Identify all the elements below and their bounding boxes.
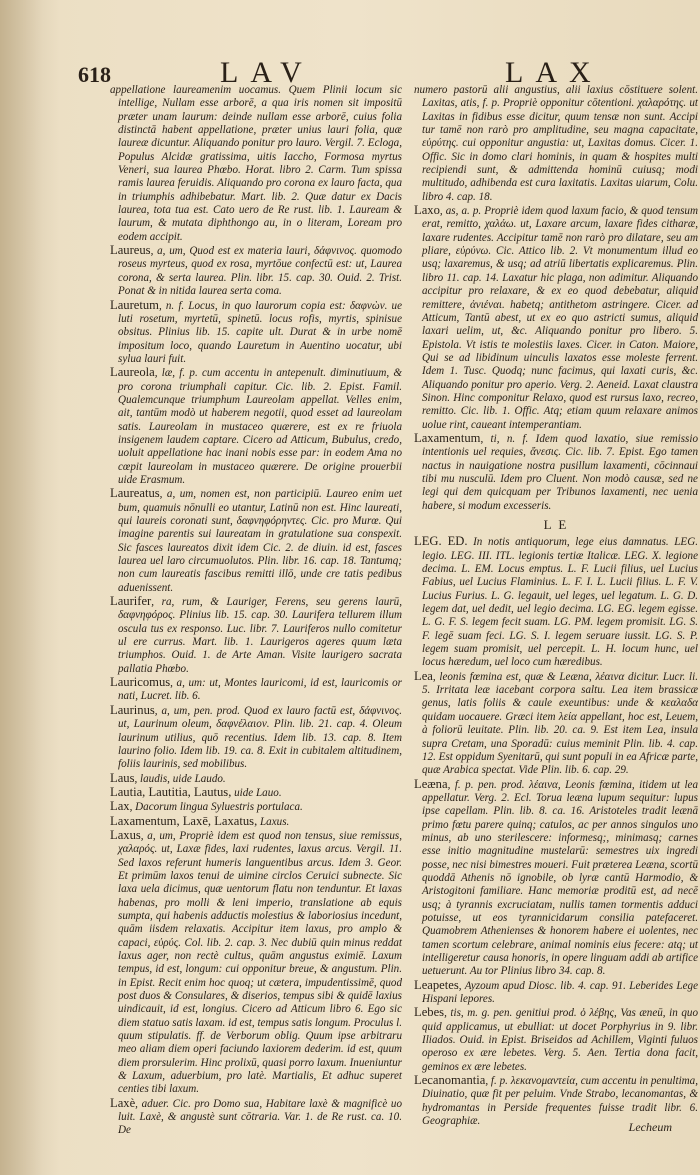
section-heading: L E bbox=[543, 517, 569, 532]
entry-text: , tis, m. g. pen. genitiui prod. ὁ λέβης, Vas æneū, in quo quid applicamus, ut ebulliat: ut docet Porphyrius in 9. libr. Iliados. Ouid. in Epist. Briseidos ad Achillem, Viginti fuluos operoso ex ære lebetes. Verg. 5. Aen. Tertia dona facit, geminos ex ære lebetes. bbox=[422, 1007, 698, 1073]
entry-text: appellatione laureamenim uocamus. Quem Plinii locum sic intellige, Nullam esse arborē, a qua iris nomen sit impositū præter unam laurum: deinde nullam esse arborē, cuius folia distinctā habent appellatione, præter unius lauri folia, quæ laureæ dicuntur. Aliquando ponitur pro lauro. Vergil. 7. Ecloga, Populus Alcidæ gratissima, uitis Iaccho, Formosa myrtus Veneri, sua laurea Phœbo. Horat. libro 2. Carm. Tum spissa ramis laurea feruidis. Aliquando pro corona ex lauro facta, qua in triumphis adhibebatur. Mart. lib. 2. Quæ datur ex Dacis laurea, tota tua est. Cato uero de Re rust. lib. 1. Lauream & laurum, & mutata diphthongo au, in o literam, Loream pro eodem accipit. bbox=[110, 84, 402, 243]
dictionary-entry bbox=[414, 670, 698, 778]
dictionary-entry bbox=[414, 979, 698, 1007]
entry-text: , a, um, Propriè idem est quod non tensus, siue remissus, χαλαρός. ut, Laxæ fides, laxi rudentes, laxus arcus. Vergil. 11. Sed laxos referunt humeris languentibus arcus. Idem 3. Geor. Et primūm laxos tenui de uimine circlos Ceruici subnecte. Sic laxa uela dicimus, quæ uentorum flatu non tenduntur. Et laxas habenas, pro molli & leni imperio, translatione ab equis sumpta, qui habenis adductis molestius & laboriosius incedunt, quām iisdem relaxatis. Accipitur item laxus, pro amplo & capaci, εὐρύς. Col. lib. 2. cap. 3. Nec dubiū quin minus reddat laxus ager, non rectè cultus, quām angustus eximiē. Laxum tempus, id est, longum: cui opponitur breue, & angustum. Plin. in Epist. Recit enim hoc quoq; ut cætera, impudentissimē, quod post duos & Consulares, & diserios, tempus sibi & quidē laxius uindicauit, id est, longius. Cicero ad Atticum libro 6. Ego sic diem statuo satis laxam. id est, tempus satis longum. Proculus l. quum stipulatis. ff. de Verborum oblig. Quum ipse arbitraru meo aliam diem operi faciundo laxiorem dederim. id est, quum diem prorsulerim. Hinc prolixū, quasi porro laxum. Inueniuntur & Laxum, aduerbium, pro latè. Martialis, Et adhuc superet centies tibi laxum. bbox=[118, 829, 402, 1096]
entry-headword: Laxus bbox=[110, 827, 141, 842]
entry-headword: Laureola bbox=[110, 365, 155, 380]
dictionary-entry bbox=[414, 204, 698, 432]
dictionary-entry bbox=[110, 772, 402, 786]
entry-headword: Lauretum bbox=[110, 297, 159, 312]
entry-text: uide Lauo. bbox=[231, 786, 282, 799]
dictionary-entry bbox=[110, 676, 402, 704]
dictionary-entry bbox=[414, 778, 698, 979]
entry-text: , f. p. pen. prod. λέαινα, Leonis fœmina, itidem ut lea appellatur. Verg. 2. Ecl. Torua leæna lupum sequitur: lupus ipse capellam. Plin. lib. 8. ca. 16. Aristoteles tradit leænā primo fœtu parere quinq; catulos, ac per annos singulos uno minus, ab uno sterilescere: informesq;, minimasq; carnes esse initio magnitudine mustelarū: semestres uix ingredi posse, nec nisi bimestres moueri. Fuit præterea Leæna, scortū quoddā Athenis nō ignobile, ob lyræ cantū Harmodio, & Aristogitoni familiare. Hanc memoriæ proditū est, ad necē usq; à tyrannis excruciatam, nullis tamen tormentis adduci potuisse, ut eos tyrannicidarum consilia patefaceret. Quamobrem Athenienses & honorem habere ei uolentes, nec tamen scortum celebrare, animal nominis eius fecere: atq; ut intelligeretur causa honoris, in opere linguam addi ab artifice uetuerunt. Au tor Plinius libro 34. cap. 8. bbox=[422, 778, 698, 978]
dictionary-entry bbox=[110, 800, 402, 814]
entry-headword: Laurifer bbox=[110, 594, 152, 609]
entry-text: , ti, n. f. Idem quod laxatio, siue remissio intentionis uel requies, ἄνεσις. Cic. lib. 7. Epist. Ego tamen nactus in nauigatione nostra pusillum laxamenti, cōcinnaui tibi mu nusculū. Idem pro Cluent. Non modò causæ, sed ne legi qui dem quicquam per Tribunos laxamenti, nec uenia habere, si modum excesseris. bbox=[422, 432, 698, 512]
entry-headword: Laurinus bbox=[110, 702, 155, 717]
entry-headword: Laureatus bbox=[110, 486, 160, 501]
dictionary-entry bbox=[110, 487, 402, 595]
entry-text: , a, um, nomen est, non participiū. Laureo enim uet bum, quamuis nōnulli eo utantur, Latinū non est. Hinc laureati, qui laureis coronati sunt, δαφνηφόρηντες. Cic. pro Murœ. Qui imagine parentis sui laureatam in gratulatione sua conspexit. Sic fasces laureatos dixit idem Cic. 2. de diuin. id est, fasces laurea uel laro circumuolutos. Plin. libr. 16. cap. 18. Tantumq; non cum laureatis fascibus remitti illō, unde cre tatis pedibus aduenissent. bbox=[118, 488, 402, 594]
dictionary-entry bbox=[414, 432, 698, 513]
dictionary-entry bbox=[110, 815, 402, 829]
dictionary-entry bbox=[414, 84, 698, 204]
entry-text: , ra, rum, & Lauriger, Ferens, seu gerens laurū, δαφνηφόρος. Plinius lib. 15. cap. 30. Laurifera tellurem illum oscula tus ex responso. Luc. libr. 7. Lauriferos nullo comitetur ul ere currus. Mart. lib. 1. Laurigeros ageres quum læta triumphos. Ouid. 1. de Arte Aman. Visite laurigero sacrata pallatia Phœbo. bbox=[118, 596, 402, 675]
entry-text: , laudis, uide Laudo. bbox=[134, 772, 226, 785]
catchword: Lecheum bbox=[628, 1120, 672, 1134]
entry-text: Laxus. bbox=[257, 815, 290, 828]
entry-text: , a, um, pen. prod. Quod ex lauro factū est, δάφνινος. ut, Laurinum oleum, δαφνέλαιον. Plin. lib. 21. cap. 4. Oleum laurinum utilius, quō recentius. Idem lib. 13. cap. 8. Item laurino folio. Idem lib. 19. ca. 8. Exit in cubitalem altitudinem, foliis laurinis, sed mobilibus. bbox=[118, 704, 402, 771]
dictionary-entry bbox=[414, 1006, 698, 1074]
entry-text: , læ, f. p. cum accentu in antepenult. diminutiuum, & pro corona triumphali capitur. Cic. lib. 2. Epist. Famil. Qualemcunque triumphum Laureolam appellat. Velles enim, ait, tantūm modò ut haberem negotii, quod esset ad laureolam satis. Laureolam in mustaceo quærere, est ex re friuola insigenem laudem captare. Cicero ad Atticum, Bubulus, credo, uoluit appellatione hac inani nobis esse par: in eodem Ama no cœpit laureolam in mustaceo quærere. De origine prouerbii uide Erasmum. bbox=[118, 367, 402, 486]
running-head-right: LAX bbox=[505, 56, 603, 89]
right-column bbox=[414, 84, 698, 1128]
entry-text: , Ayzoum apud Diosc. lib. 4. cap. 91. Leberides Lege Hispani lepores. bbox=[422, 979, 698, 1006]
entry-text: , f. p. λεκανομαντεία, cum accentu in penultima, Diuinatio, quæ fit per peluim. Vnde Strabo, lecanomantas, & hydromantas in Perside frequentes fuisse tradit libr. 6. Geographiæ. bbox=[422, 1075, 698, 1128]
entry-headword: Laxo bbox=[414, 203, 440, 218]
entry-headword: Lecanomantia bbox=[414, 1073, 486, 1088]
entry-headword: Lautia, Lautitia, Lautus, bbox=[110, 784, 232, 799]
entry-text: , a, um: ut, Montes lauricomi, id est, lauricomis or nati, Lucret. lib. 6. bbox=[118, 677, 402, 703]
dictionary-entry bbox=[414, 535, 698, 669]
entry-text: In notis antiquorum, lege eius damnatus. LEG. legio. LEG. III. ITL. legionis tertiæ Italicæ. LEG. X. legione decima. L. EM. Locus emptus. L. F. Lucii filius, uel Lucius Fabius, uel Lucius Flaminius. L. F. I. L. Lucii filius. L. F. V. Lucius Furius. L. G. legauit, uel leges, uel legatum. L. G. D. legem dat, uel dedit, uel legio decima. LG. EG. legem egisse. L. G. F. S. legem fecit suam. LG. PM. legem promisit. LG. S. F. legē suam feci. LG. S. I. legem seruare iussit. LG. S. P. legem suam promisit, uel percepit. L. H. locum hunc, uel locus hæredum, uel loco cum hæredibus. bbox=[422, 536, 698, 669]
dictionary-entry bbox=[110, 829, 402, 1097]
dictionary-entry bbox=[110, 299, 402, 367]
dictionary-entry bbox=[110, 1097, 402, 1138]
entry-text: numero pastorū alii angustius, alii laxius cōstituere solent. Laxitas, atis, f. p. Propriè opponitur cōtentioni. χαλαρότης. ut Laxitas in fidibus esse dicitur, quum tensæ non sunt. Accipi tur tamē non rarò pro amplitudine, seu magna capacitate, εὐρύτης. cui opponitur angustia: ut, Laxitas domus. Cicer. 1. Offic. Sic in domo clari hominis, in quam & hospites multi recipiendi sunt, & admittenda hominū cuiusq; modi multitudo, adhibenda est cura laxitatis. Laxitas uiarum, Colu. libro 4. cap. 18. bbox=[414, 84, 698, 203]
entry-headword: Leæna bbox=[414, 776, 448, 791]
entry-text: , a, um, Quod est ex materia lauri, δάφνινος. quomodo roseus myrteus, quod ex rosa, myrtōue confectū est: ut, Laurea corona, & serta laurea. Plin. libr. 15. cap. 30. Ouid. 2. Trist. Ponat & in nitida laurea serta coma. bbox=[118, 245, 402, 298]
gutter-shadow bbox=[0, 0, 60, 1175]
entry-text: , Dacorum lingua Syluestris portulaca. bbox=[129, 801, 303, 814]
left-column bbox=[110, 84, 402, 1138]
entry-text: , as, a. p. Propriè idem quod laxum facio, & quod tensum erat, remitto, χαλάω. ut, Laxare arcum, laxare fides citharæ, laxare rudentes. Accipitur tamē non rarò pro dilatare, seu am pliare, εὐρύνω. Cic. Attico lib. 2. Vt monumentum illud eo usq; laxaremus, & usq; ad atriū libertatis explicaremus. Plin. libro 11. cap. 14. Laxatur hic plaga, non adimitur. Aliquando accipitur pro relaxare, & ex eo quod debebatur, aliquid remittere, ἀνιέναι. habetq; antithetom astringere. Cicer. ad Atticum, Tantū abest, ut ex eo quo astricti sumus, aliquid laxari uelim, ut, &c. Aliquando ponitur pro libero. 5. Epistola. Vt istis te molestiis laxes. Cicer. in Caton. Maiore, Qui se ad libidinum uinculis laxatos esse moleste ferrent. Idem 1. Tusc. Quodq; nunc facimus, qui laxati curis, &c. Aliquando ponitur pro aperio. Verg. 2. Aeneid. Laxat claustra Sinon. Hinc componitur Relaxo, quod est rursus laxo, recreo, remitto. Cic. lib. 1. Offic. Atq; etiam quum relaxare animos uolue rint, caueant intemperantiam. bbox=[422, 205, 698, 431]
entry-headword: Lea bbox=[414, 668, 433, 683]
entry-text: , aduer. Cic. pro Domo sua, Habitare laxè & magnificè uo luit. Laxè, & angustè sunt cōtraria. Var. 1. de Re rust. ca. 10. De bbox=[118, 1097, 402, 1137]
dictionary-entry bbox=[110, 84, 402, 244]
running-head-left: LAV bbox=[220, 56, 314, 89]
entry-text: , n. f. Locus, in quo laurorum copia est: δαφνὼν. ue luti rosetum, myrtetū, spinetū. locus rofis, myrtis, spinisue obsitus. Plinius lib. 15. capite ult. Durat & in urbe nomē impositum loco, quando Lauretum in Auentino uocatur, ubi sylua lauri fuit. bbox=[118, 299, 402, 365]
entry-headword: Lauricomus bbox=[110, 675, 171, 690]
entry-text: , leonis fœmina est, quæ & Leæna, λέαινα dicitur. Lucr. li. 5. Irritata leæ iacebant corpora saltu. Lea item brassicæ genus, latis foliis & caule exeuntibus: unde & κεαλαδα quidam uocauere. Græci item λεία appellant, hoc est, Leuem, à foliorū leuitate. Plin. lib. 20. ca. 9. Est item Lea, insula supra Cretam, una Sporadū: cuius meminit Plin. lib. 4. cap. 12. Est oppidum Syenitarū, qui sunt populi in ea Africæ parte, quæ Arabica spectat. Vide Plin. lib. 6. cap. 29. bbox=[422, 670, 698, 777]
page-number: 618 bbox=[78, 62, 111, 87]
entry-headword: Laus bbox=[110, 770, 135, 785]
entry-headword: Leapetes bbox=[414, 977, 459, 992]
entry-headword: Lebes bbox=[414, 1005, 445, 1020]
entry-headword: Laxamentum, Laxē, Laxatus, bbox=[110, 813, 258, 828]
entry-headword: LEG. ED. bbox=[414, 534, 468, 549]
entry-headword: Laxè bbox=[110, 1095, 136, 1110]
entry-headword: Laxamentum bbox=[414, 430, 481, 445]
entry-headword: Lax bbox=[110, 799, 130, 814]
dictionary-entry bbox=[110, 786, 402, 800]
dictionary-entry bbox=[110, 366, 402, 487]
dictionary-entry bbox=[110, 704, 402, 772]
dictionary-entry bbox=[110, 595, 402, 676]
dictionary-entry bbox=[110, 244, 402, 298]
entry-headword: Laureus bbox=[110, 243, 151, 258]
